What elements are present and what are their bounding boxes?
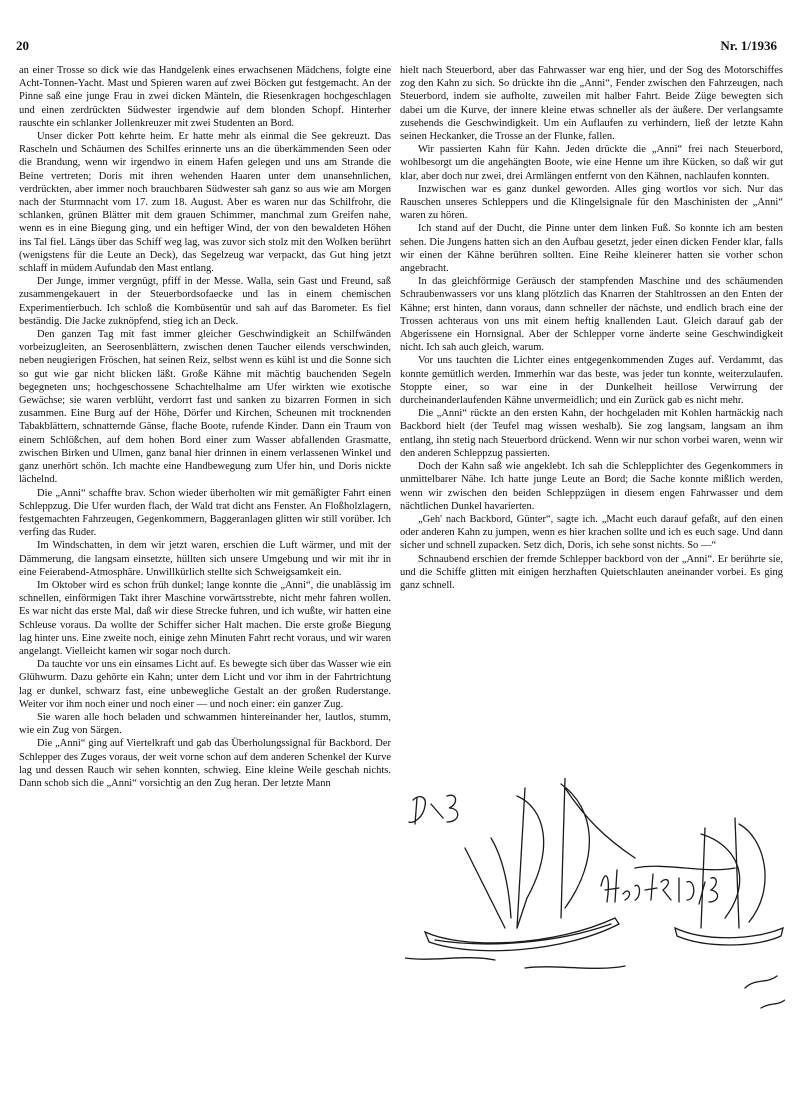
- paragraph: In das gleichförmige Geräusch der stampfenden Maschine und des schäumenden Schraubenwassers vor uns klang plötzlich das Knarren der Stahltrossen an den Enten der Kähne; erst hinten, dann voraus, dann schneller der nächste, und endlich brach eine der Trossen achteraus von uns mit einem heftig knallenden Laut. Gleich darauf gab der Abgerissene ein Hornsignal. Aber der Schlepper vorne änderte seine Geschwindigkeit nicht. Ich sah auch gleich, warum.: [400, 276, 783, 354]
- paragraph: Unser dicker Pott kehrte heim. Er hatte mehr als einmal die See gekreuzt. Das Rascheln und Schäumen des Schilfes erinnerte uns an die überkämmenden Seen oder die Brandung, wenn wir irgendwo in einem Hafen gelegen und uns am Strande die Beine vertreten; Doris mit ihren wehenden Haaren unter dem unansehnlichen, verdrückten, aber immer noch brauchbaren Südwester sah ganz so aus wie am Morgen nach der Sturmnacht vom 17. zum 18. August. Aber es waren nur das Schilfrohr, die schlanken, grünen Blätter mit dem grauen Schimmer, manchmal zum Greifen nahe, wenn es in eine Biegung ging, und ein heftiger Wind, der von den bewaldeten Höhen ins Tal fiel. Längs über das Schiff weg lag, was zuvor sich stolz mit den Wolken berührt (wenigstens für die Leute an Deck), das Segelzeug war verpackt, das Gut hing jetzt schlaff in müdem Aufundab den Mast entlang.: [19, 131, 391, 275]
- signature-right: [601, 870, 718, 904]
- paragraph: hielt nach Steuerbord, aber das Fahrwasser war eng hier, und der Sog des Motorschiffes zog den Kahn zu sich. So drückte ihn die „Anni“, Fender zwischen den Fahrzeugen, nach Steuerbord, indem sie aufholte, zuweilen mit halber Fahrt. Beide Züge bewegten sich dabei um die Kurve, der innere kleine etwas schneller als der äußere. Der verlangsamte zusehends die Geschwindigkeit. Um ein Auflaufen zu verhindern, ließ der letzte Kahn seinen Heckanker, die Trosse an der Flunke, fallen.: [400, 65, 783, 143]
- issue-number: Nr. 1/1936: [720, 38, 777, 53]
- paragraph: Schnaubend erschien der fremde Schlepper backbord von der „Anni“. Er berührte sie, und die Schiffe glitten mit einigen herzhaften Quietschlauten aneinander vorbei. Es ging ganz schnell.: [400, 553, 783, 591]
- left-column: [19, 64, 391, 1084]
- right-column: [400, 64, 783, 774]
- paragraph: Im Oktober wird es schon früh dunkel; lange konnte die „Anni“, die unablässig im schnellen, einförmigen Takt ihrer Maschine vorwärtsstrebte, nicht mehr fahren wollen. Es war nicht das erste Mal, daß wir diese Strecke fuhren, und ich wußte, wir hatten eine Schleuse voraus. Da wollte der Schiffer sicher Halt machen. Die erste große Biegung lag hinter uns. Eine zweite noch, einige zehn Minuten Fahrt recht voraus, und wir waren angelangt. Vielleicht kamen wir sogar noch durch.: [19, 579, 391, 657]
- paragraph: Die „Anni“ ging auf Viertelkraft und gab das Überholungssignal für Backbord. Der Schlepper des Zuges voraus, der weit vorne schon auf dem anderen Schenkel der Kurve lag und dessen Rauch wir sehen konnten, schwieg. Eine kleine Weile geschah nichts. Dann schob sich die „Anni“ vorsichtig an den Zug heran. Der letzte Mann: [19, 738, 391, 789]
- paragraph: Doch der Kahn saß wie angeklebt. Ich sah die Schlepplichter des Gegenkommers in unmittelbarer Nähe. Ich hatte junge Leute an Bord; die Sache konnte mißlich werden, wenn wir zwischen den beiden Schleppzügen in diesem engen Fahrwasser und dem nächtlichen Dunkel havarierten.: [400, 461, 783, 512]
- paragraph: Wir passierten Kahn für Kahn. Jeden drückte die „Anni“ frei nach Steuerbord, wohlbesorgt um die angehängten Boote, wie eine Henne um ihre Kücken, so daß wir gut klar, aber doch nur zwei, drei Armlängen entfernt von den Kähnen, nachlaufen konnten.: [400, 144, 783, 182]
- signature-left: [409, 795, 458, 824]
- paragraph: an einer Trosse so dick wie das Handgelenk eines erwachsenen Mädchens, folgte eine Acht-Tonnen-Yacht. Mast und Spieren waren auf zwei Böcken gut festgemacht. An der Pinne saß eine junge Frau in zwei dicken Mänteln, die Riesenkragen hochgeschlagen und einen zerdrückten Südwester irgendwie auf dem blonden Schopf. Hinterher rauschte ein schlanker Jollenkreuzer mit zwei Studenten an Bord.: [19, 65, 391, 129]
- paragraph: Da tauchte vor uns ein einsames Licht auf. Es bewegte sich über das Wasser wie ein Glühwurm. Dazu gehörte ein Kahn; unter dem Licht und vor ihm in der Fahrtrichtung lag er dunkel, schwarz fast, eine unbewegliche Gestalt an der großen Ruderstange. Weiter vor ihm noch einer und noch einer — und noch einer: ein ganzer Zug.: [19, 659, 391, 710]
- paragraph: Im Windschatten, in dem wir jetzt waren, erschien die Luft wärmer, und mit der Dämmerung, die langsam einsetzte, hüllten sich unsere Umgebung und wir mit ihr in eine Feierabend-Atmosphäre. Unwillkürlich stellte sich Schweigsamkeit ein.: [19, 540, 391, 578]
- paragraph: Der Junge, immer vergnügt, pfiff in der Messe. Walla, sein Gast und Freund, saß zusammengekauert in der Steuerbordsofaecke und las in einem chemischen Experimentierbuch. Ich schloß die Kombüsentür und sah auf das Barometer. Es fiel beständig. Die Jacke zuknöpfend, stieg ich an Deck.: [19, 276, 391, 327]
- paragraph: Ich stand auf der Ducht, die Pinne unter dem linken Fuß. So konnte ich am besten sehen. Die Jungens hatten sich an den Aufbau gesetzt, jeder einen dicken Fender klar, falls wir einen der Kähne berühren sollten. Eine Reihe kleinerer hatten sie vorher schon angebracht.: [400, 223, 783, 275]
- sailing-barges-sketch: [405, 778, 785, 1098]
- paragraph: Sie waren alle hoch beladen und schwammen hintereinander her, lautlos, stumm, wie ein Zug von Särgen.: [19, 711, 391, 737]
- paragraph: „Geh' nach Backbord, Günter“, sagte ich. „Macht euch darauf gefaßt, auf den einen oder anderen Kahn zu jumpen, wenn es hier krachen sollte und ich es euch sage. Und dann sicher und schnell zupacken. Setz dich, Doris, ich sehe sonst nichts. So —“: [400, 513, 783, 552]
- paragraph: Vor uns tauchten die Lichter eines entgegenkommenden Zuges auf. Verdammt, das konnte gemütlich werden. Immerhin war das beste, was jeder tun konnte, weiterzulaufen. Stoppte einer, so war eine in der Dunkelheit heillose Verwirrung der durcheinanderlaufenden Kähne unvermeidlich; und ein Zurück gab es nicht mehr.: [400, 355, 783, 407]
- page-number: 20: [16, 38, 29, 53]
- paragraph: Den ganzen Tag mit fast immer gleicher Geschwindigkeit an Schilfwänden vorbeizugleiten, an Seerosenblättern, zwischen denen Taucher eilends verschwinden, neben neugierigen Fröschen, hat seinen Reiz, selbst wenn es kühl ist und die Sonne sich so gut wie gar nicht blicken läßt. Große Kähne mit mächtig bauchenden Segeln begegneten uns; hochgeschossene Schachtelhalme am Ufer wirkten wie exotische Gewächse; sie waren verblüht, verdorrt fast und sanken zu bizarren Formen in sich zusammen. Eine Burg auf der Höhe, Dörfer und Kirchen, Scheunen mit trocknenden Tabakblättern, schnatternde Gänse, flache Boote, rufende Kinder. Dann ein Traum von einem Schlößchen, auf dem hohen Bord einer zum Wasser abfallenden Grasmatte, zwischen Birken und Ulmen, ganz banal hier drinnen in einem verlassenen Winkel und ganz unerhört schön. Ich machte eine Handbewegung zum Ufer hin, und Doris nickte lächelnd.: [19, 329, 391, 486]
- paragraph: Die „Anni“ rückte an den ersten Kahn, der hochgeladen mit Kohlen hartnäckig nach Backbord hielt (der Teufel mag wissen weshalb). Sie zog langsam, langsam an ihm entlang, ihn stetig nach Steuerbord drückend. Wenn wir nur schon vorbei waren, wenn wir den anderen Schleppzug passierten.: [400, 408, 783, 459]
- paragraph: Die „Anni“ schaffte brav. Schon wieder überholten wir mit gemäßigter Fahrt einen Schleppzug. Die Ufer wurden flach, der Wald trat dicht ans Fenster. An Floßholzlagern, festgemachten Fahrzeugen, Gegenkommern, Baggeranlagen glitten wir still vorüber. Ich verfing das Ruder.: [19, 487, 391, 539]
- paragraph: Inzwischen war es ganz dunkel geworden. Alles ging wortlos vor sich. Nur das Rauschen unseres Schleppers und die Klingelsignale für den Maschinisten der „Anni“ waren zu hören.: [400, 183, 783, 222]
